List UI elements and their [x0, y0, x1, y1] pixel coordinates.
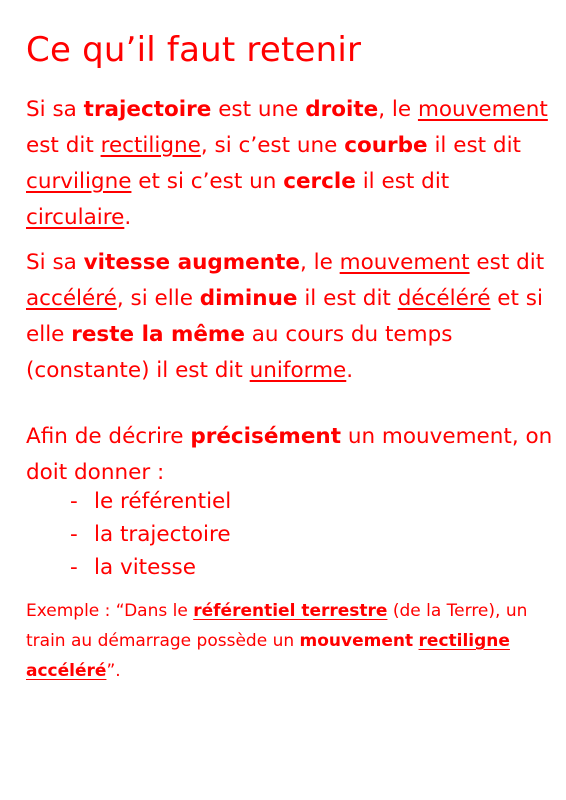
term-curviligne: curviligne	[26, 169, 132, 194]
term-mouvement: mouvement	[299, 631, 414, 651]
requirements-list	[26, 485, 231, 584]
text: il est dit	[297, 286, 398, 311]
term-mouvement: mouvement	[339, 250, 470, 275]
text: , si elle	[116, 286, 200, 311]
term-rectiligne: rectiligne	[418, 631, 510, 651]
text: un mouvement, on doit donner :	[26, 424, 553, 485]
text: Afin de décrire	[26, 424, 191, 449]
dash-bullet: -	[70, 489, 78, 514]
example-paragraph	[26, 596, 556, 686]
term-courbe: courbe	[344, 133, 428, 158]
term-reste-la-meme: reste la même	[71, 322, 245, 347]
text: et si c’est un	[131, 169, 284, 194]
term-mouvement: mouvement	[417, 97, 548, 122]
text: Exemple : “Dans le	[26, 601, 194, 621]
text: , le	[378, 97, 418, 122]
text: .	[346, 358, 354, 383]
term-droite: droite	[305, 97, 379, 122]
term-accelere: accéléré	[26, 286, 117, 311]
dash-bullet: -	[70, 555, 78, 580]
list-item-label: la trajectoire	[94, 522, 231, 547]
term-uniforme: uniforme	[249, 358, 347, 383]
term-decelere: décéléré	[397, 286, 491, 311]
paragraph-trajectoire	[26, 92, 556, 236]
term-accelere: accéléré	[26, 661, 107, 681]
text: est une	[211, 97, 306, 122]
text: il est dit	[427, 133, 521, 158]
list-item	[26, 485, 231, 518]
term-circulaire: circulaire	[26, 205, 125, 230]
text: au cours du temps (constante) il est dit	[26, 322, 453, 383]
text: Si sa	[26, 250, 84, 275]
paragraph-decrire	[26, 419, 556, 491]
term-diminue: diminue	[199, 286, 298, 311]
term-vitesse-augmente: vitesse augmente	[83, 250, 300, 275]
text: Si sa	[26, 97, 84, 122]
term-trajectoire: trajectoire	[83, 97, 212, 122]
text: il est dit	[355, 169, 450, 194]
text: .	[124, 205, 132, 230]
text: ”.	[106, 661, 121, 681]
list-item	[26, 551, 231, 584]
text: , si c’est une	[200, 133, 345, 158]
text: et si elle	[26, 286, 543, 347]
term-rectiligne: rectiligne	[100, 133, 201, 158]
text: est dit	[26, 133, 101, 158]
list-item-label: le référentiel	[94, 489, 232, 514]
term-referentiel-terrestre: référentiel terrestre	[193, 601, 388, 621]
paragraph-vitesse	[26, 245, 556, 389]
list-item-label: la vitesse	[94, 555, 196, 580]
list-item	[26, 518, 231, 551]
text: (de la Terre), un train au démarrage possède un	[26, 601, 528, 651]
text: , le	[299, 250, 340, 275]
term-precisement: précisément	[190, 424, 341, 449]
term-cercle: cercle	[283, 169, 356, 194]
page-title: Ce qu’il faut retenir	[26, 30, 362, 70]
text: est dit	[469, 250, 545, 275]
dash-bullet: -	[70, 522, 78, 547]
